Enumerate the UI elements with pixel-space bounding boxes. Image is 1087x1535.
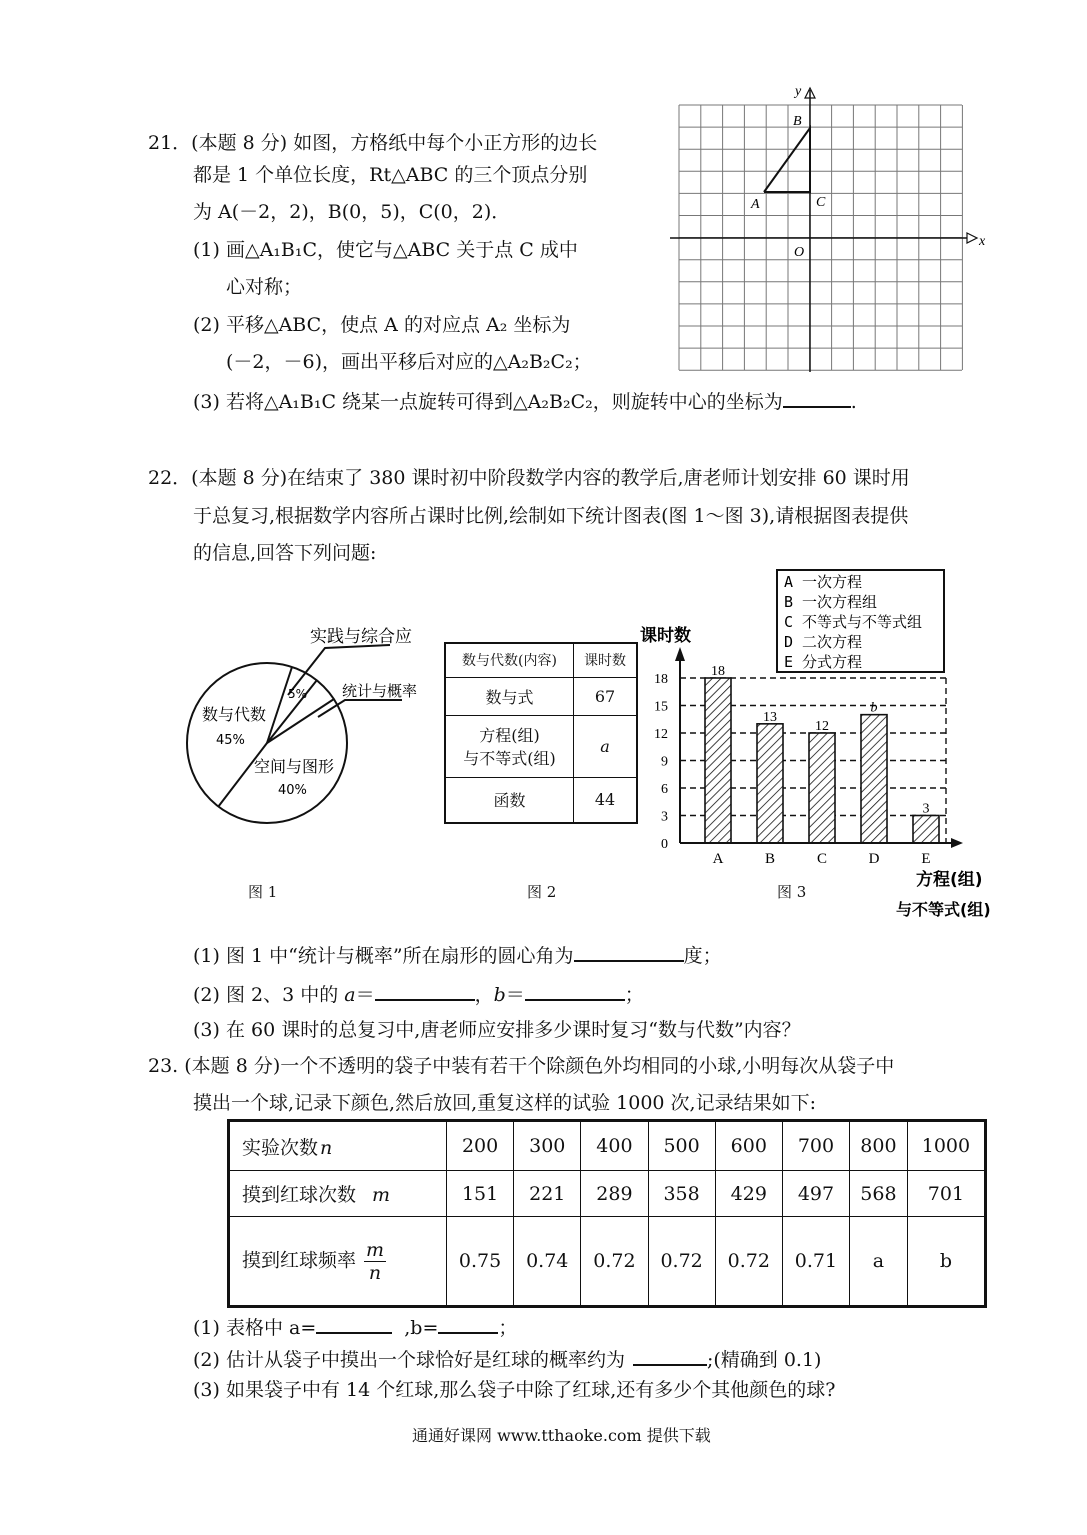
pie-pct-algebra: 45% bbox=[216, 733, 245, 748]
table-cell: 函数 bbox=[445, 777, 574, 823]
pie-label-stats: 统计与概率 bbox=[342, 682, 418, 700]
x-axis-title: 方程(组) bbox=[916, 870, 983, 890]
table-cell: a bbox=[574, 715, 638, 777]
y-tick-label: 3 bbox=[661, 809, 668, 825]
q21-item3: (3) 若将△A₁B₁C 绕某一点旋转可得到△A₂B₂C₂，则旋转中心的坐标为 . bbox=[193, 388, 857, 414]
q21-item1a: (1) 画△A₁B₁C，使它与△ABC 关于点 C 成中 bbox=[193, 239, 578, 261]
answer-blank-a[interactable] bbox=[316, 1314, 392, 1334]
bar-E bbox=[913, 816, 939, 844]
x-axis-title-line2: 与不等式(组) bbox=[896, 900, 991, 919]
legend-item: E 分式方程 bbox=[784, 653, 863, 671]
q23-line1: 23. (本题 8 分)一个不透明的袋子中装有若干个除颜色外均相同的小球,小明每次从袋子中 bbox=[148, 1055, 895, 1077]
answer-blank[interactable] bbox=[783, 388, 851, 408]
table-cell: 600 bbox=[715, 1121, 782, 1171]
answer-blank-a[interactable] bbox=[375, 981, 475, 1001]
data-label: 18 bbox=[711, 664, 725, 679]
q23-item3: (3) 如果袋子中有 14 个红球,那么袋子中除了红球,还有多少个其他颜色的球? bbox=[193, 1379, 836, 1401]
table-header-hours: 课时数 bbox=[574, 643, 638, 677]
data-label: b bbox=[870, 700, 878, 716]
table-cell: 151 bbox=[447, 1171, 514, 1217]
table-cell: 568 bbox=[850, 1171, 908, 1217]
figure-caption-2: 图 2 bbox=[527, 883, 557, 901]
q21-line3: 为 A(－2，2)，B(0，5)，C(0，2)． bbox=[193, 201, 511, 223]
row-label-red-count: 摸到红球次数 m bbox=[229, 1171, 447, 1217]
table-cell: 0.72 bbox=[715, 1217, 782, 1307]
point-a-label: A bbox=[751, 197, 760, 212]
y-tick-label: 12 bbox=[654, 727, 668, 742]
answer-blank[interactable] bbox=[574, 942, 684, 962]
coordinate-grid bbox=[665, 80, 985, 380]
x-tick-label: C bbox=[816, 851, 828, 867]
y-axis-title: 课时数 bbox=[640, 626, 691, 646]
q21-item2a: (2) 平移△ABC，使点 A 的对应点 A₂ 坐标为 bbox=[193, 314, 571, 336]
table-cell: 0.74 bbox=[514, 1217, 581, 1307]
table-cell: 200 bbox=[447, 1121, 514, 1171]
x-tick-label: B bbox=[764, 851, 776, 867]
y-axis-label: y bbox=[795, 84, 802, 99]
q22-item2: (2) 图 2、3 中的 a＝ ，b＝ ； bbox=[193, 981, 644, 1007]
table-cell: 数与式 bbox=[445, 677, 574, 715]
legend-item: D 二次方程 bbox=[784, 633, 863, 651]
table-cell: 701 bbox=[907, 1171, 985, 1217]
answer-blank-b[interactable] bbox=[525, 981, 625, 1001]
fraction-m-over-n: $\frac{m}{n}$ bbox=[366, 1238, 385, 1284]
bar-B bbox=[757, 724, 783, 843]
point-c-label: C bbox=[816, 195, 826, 210]
row-label-red-frequency: 摸到红球频率 $\frac{m}{n}$ bbox=[229, 1217, 447, 1307]
y-tick-label: 18 bbox=[654, 672, 668, 687]
content-hours-table bbox=[444, 642, 638, 824]
table-cell: 400 bbox=[581, 1121, 648, 1171]
row-label-trials: 实验次数 n bbox=[229, 1121, 447, 1171]
table-cell: 方程(组) 与不等式(组) bbox=[445, 715, 574, 777]
y-tick-label: 9 bbox=[661, 754, 668, 770]
bar-A bbox=[705, 678, 731, 843]
answer-blank[interactable] bbox=[633, 1346, 707, 1366]
answer-blank-b[interactable] bbox=[438, 1314, 498, 1334]
y-tick-label: 6 bbox=[661, 782, 668, 797]
table-cell: 0.72 bbox=[648, 1217, 715, 1307]
q22-item1: (1) 图 1 中“统计与概率”所在扇形的圆心角为 度； bbox=[193, 942, 722, 968]
bar-chart bbox=[630, 565, 991, 919]
legend-item: C 不等式与不等式组 bbox=[784, 613, 923, 631]
table-cell: 429 bbox=[715, 1171, 782, 1217]
pie-label-practice: 实践与综合应 bbox=[310, 627, 412, 647]
q23-item2: (2) 估计从袋子中摸出一个球恰好是红球的概率约为 ;(精确到 0.1) bbox=[193, 1346, 821, 1372]
legend-item: B 一次方程组 bbox=[784, 593, 878, 611]
table-cell: 700 bbox=[782, 1121, 849, 1171]
experiment-table bbox=[227, 1119, 987, 1308]
table-cell: 358 bbox=[648, 1171, 715, 1217]
x-axis-label: x bbox=[979, 234, 986, 249]
table-cell: 0.75 bbox=[447, 1217, 514, 1307]
legend-item: A 一次方程 bbox=[784, 573, 863, 591]
data-label: 3 bbox=[922, 801, 930, 817]
x-tick-label: A bbox=[712, 851, 724, 867]
origin-label: O bbox=[794, 245, 805, 260]
q21-item2b: (－2，－6)，画出平移后对应的△A₂B₂C₂； bbox=[226, 351, 592, 373]
q21-line1: 21．(本题 8 分) 如图，方格纸中每个小正方形的边长 bbox=[148, 132, 598, 154]
figure-caption-1: 图 1 bbox=[248, 883, 278, 901]
table-cell: 0.72 bbox=[581, 1217, 648, 1307]
table-cell: 1000 bbox=[907, 1121, 985, 1171]
figure-caption-3: 图 3 bbox=[777, 883, 807, 901]
pie-label-algebra: 数与代数 bbox=[202, 705, 267, 724]
table-cell: 500 bbox=[648, 1121, 715, 1171]
q21-line2: 都是 1 个单位长度，Rt△ABC 的三个顶点分别 bbox=[193, 164, 588, 186]
table-cell: 300 bbox=[514, 1121, 581, 1171]
table-cell: 0.71 bbox=[782, 1217, 849, 1307]
table-cell: 67 bbox=[574, 677, 638, 715]
y-tick-label: 15 bbox=[654, 699, 668, 715]
point-b-label: B bbox=[793, 114, 802, 129]
table-header-content: 数与代数(内容) bbox=[445, 643, 574, 677]
table-cell: b bbox=[907, 1217, 985, 1307]
q23-item1: (1) 表格中 a= ,b= ； bbox=[193, 1314, 517, 1340]
bar-C bbox=[809, 733, 835, 843]
q23-line2: 摸出一个球,记录下颜色,然后放回,重复这样的试验 1000 次,记录结果如下: bbox=[193, 1092, 816, 1114]
data-label: 13 bbox=[763, 709, 777, 725]
bar-D bbox=[861, 715, 887, 843]
table-cell: 800 bbox=[850, 1121, 908, 1171]
q22-line2: 于总复习,根据数学内容所占课时比例,绘制如下统计图表(图 1～图 3),请根据图表提供 bbox=[193, 505, 909, 527]
pie-chart bbox=[170, 600, 450, 840]
table-cell: 289 bbox=[581, 1171, 648, 1217]
table-cell: 44 bbox=[574, 777, 638, 823]
q22-line1: 22．(本题 8 分)在结束了 380 课时初中阶段数学内容的教学后,唐老师计划安排 60 课时用 bbox=[148, 467, 910, 489]
pie-pct-practice: 5% bbox=[288, 687, 308, 701]
x-tick-label: E bbox=[921, 851, 931, 867]
q22-item3: (3) 在 60 课时的总复习中,唐老师应安排多少课时复习“数与代数”内容？ bbox=[193, 1019, 801, 1041]
table-cell: a bbox=[850, 1217, 908, 1307]
q22-line3: 的信息,回答下列问题: bbox=[193, 542, 377, 564]
table-cell: 221 bbox=[514, 1171, 581, 1217]
q21-item1b: 心对称； bbox=[226, 276, 303, 298]
pie-pct-space: 40% bbox=[278, 783, 307, 798]
x-tick-label: D bbox=[868, 851, 880, 867]
table-cell: 497 bbox=[782, 1171, 849, 1217]
data-label: 12 bbox=[815, 719, 829, 734]
footer: 通通好课网 www.tthaoke.com 提供下载 bbox=[412, 1426, 711, 1445]
pie-label-space: 空间与图形 bbox=[254, 757, 335, 776]
y-tick-label: 0 bbox=[661, 837, 668, 852]
